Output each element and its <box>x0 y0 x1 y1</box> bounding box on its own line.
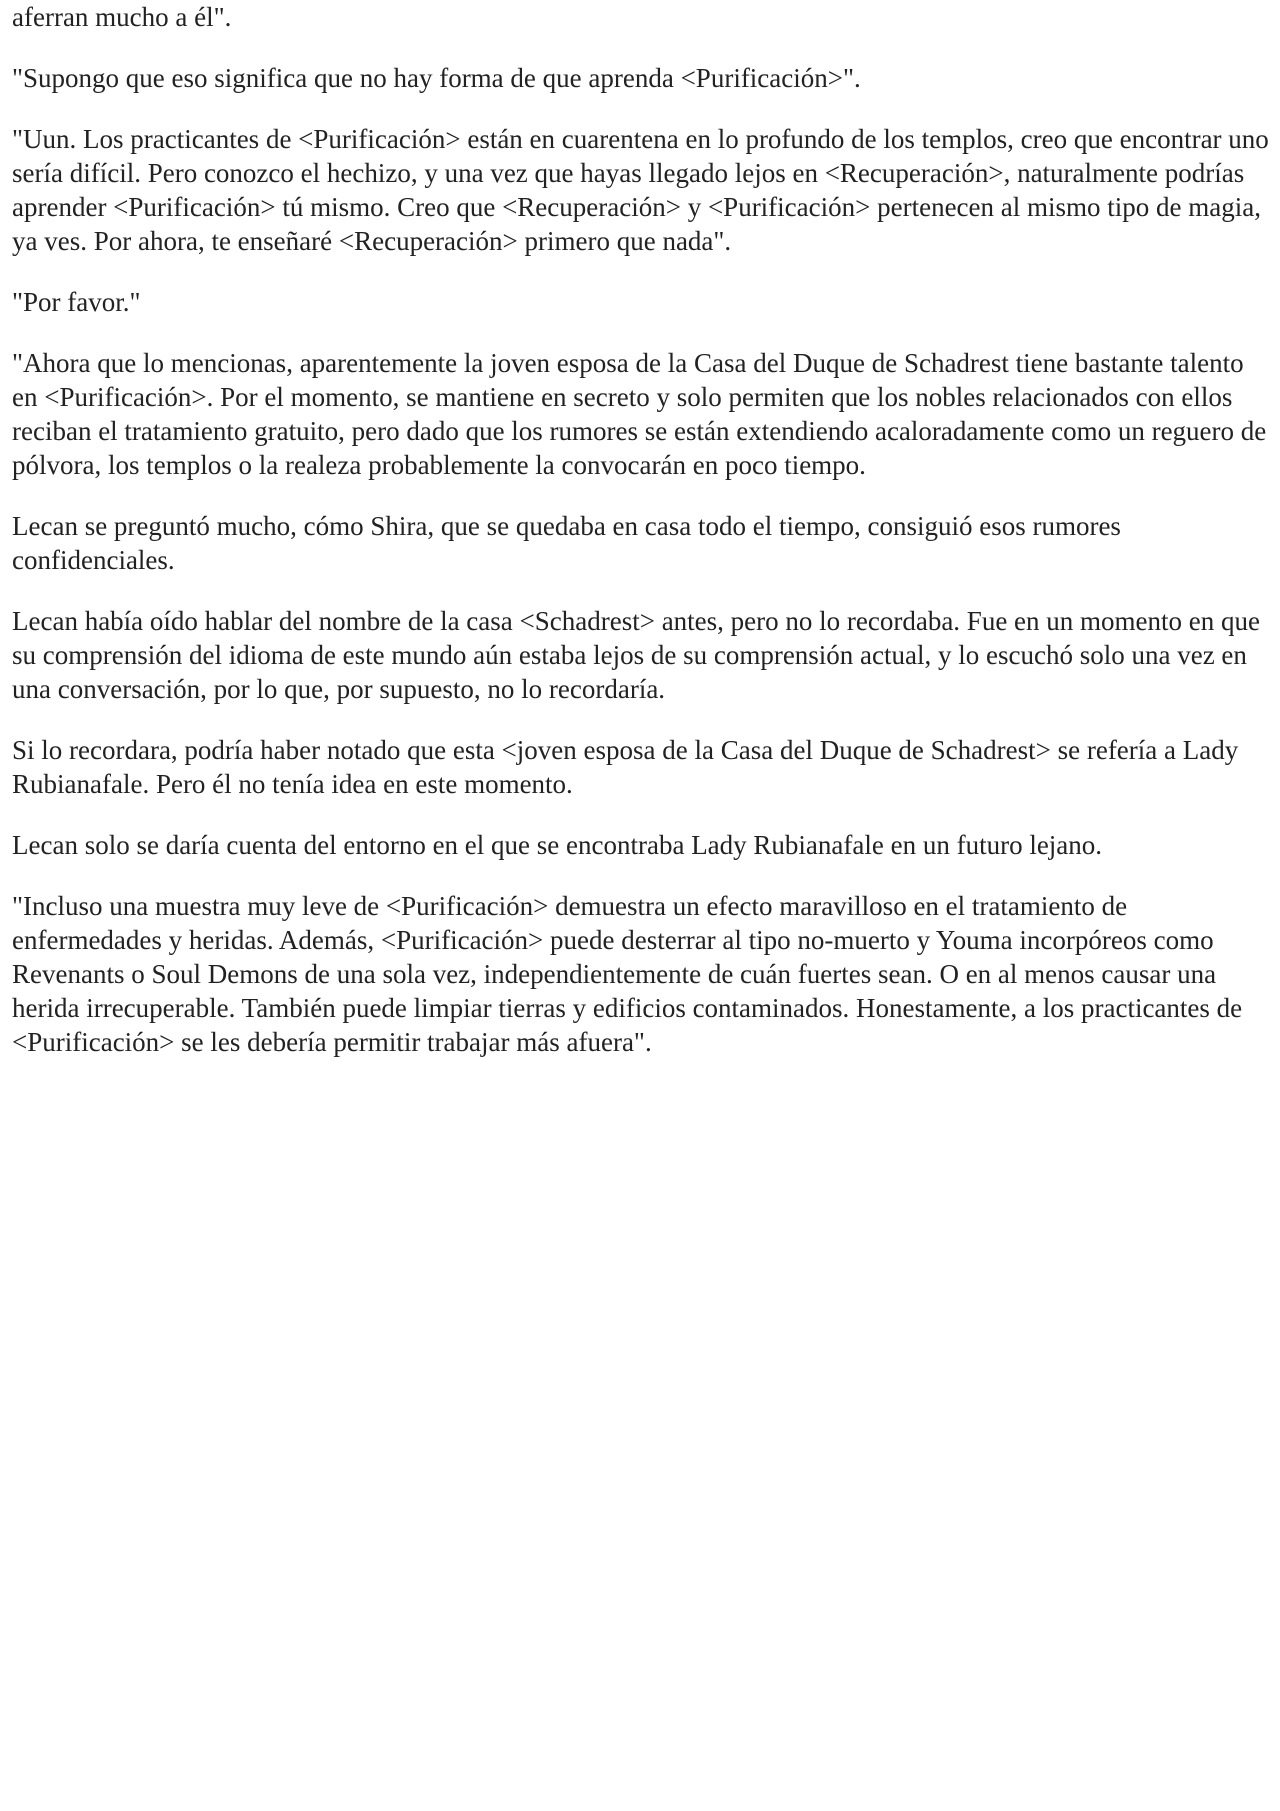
paragraph-4: "Por favor." <box>12 287 141 317</box>
paragraph-5: "Ahora que lo mencionas, aparentemente la joven esposa de la Casa del Duque de Schadrest tiene bastante talento en <Purificación>. Por el momento, se mantiene en secreto y solo permiten que los nobles relacionados con ellos reciban el tratamiento gratuito, pero dado que los rumores se están extendiendo acaloradamente como un reguero de pólvora, los templos o la realeza probablemente la convocarán en poco tiempo. <box>12 348 1267 480</box>
paragraph-7: Lecan había oído hablar del nombre de la casa <Schadrest> antes, pero no lo recordaba. Fue en un momento en que su comprensión del idioma de este mundo aún estaba lejos de su comprensión actual, y lo escuchó solo una vez en una conversación, por lo que, por supuesto, no lo recordaría. <box>12 606 1260 704</box>
paragraph-6: Lecan se preguntó mucho, cómo Shira, que se quedaba en casa todo el tiempo, consiguió esos rumores confidenciales. <box>12 511 1121 575</box>
paragraph-3: "Uun. Los practicantes de <Purificación> están en cuarentena en lo profundo de los templos, creo que encontrar uno sería difícil. Pero conozco el hechizo, y una vez que hayas llegado lejos en <Recuperación>, naturalmente podrías aprender <Purificación> tú mismo. Creo que <Recuperación> y <Purificación> pertenecen al mismo tipo de magia, ya ves. Por ahora, te enseñaré <Recuperación> primero que nada". <box>12 124 1269 256</box>
paragraph-9: Lecan solo se daría cuenta del entorno en el que se encontraba Lady Rubianafale en un futuro lejano. <box>12 830 1103 860</box>
document-page <box>12 0 1274 1086</box>
paragraph-8: Si lo recordara, podría haber notado que esta <joven esposa de la Casa del Duque de Schadrest> se refería a Lady Rubianafale. Pero él no tenía idea en este momento. <box>12 735 1239 799</box>
paragraph-2: "Supongo que eso significa que no hay forma de que aprenda <Purificación>". <box>12 63 861 93</box>
paragraph-1: aferran mucho a él". <box>12 2 232 32</box>
paragraph-10: "Incluso una muestra muy leve de <Purificación> demuestra un efecto maravilloso en el tratamiento de enfermedades y heridas. Además, <Purificación> puede desterrar al tipo no-muerto y Youma incorpóreos como Revenants o Soul Demons de una sola vez, independientemente de cuán fuertes sean. O en al menos causar una herida irrecuperable. También puede limpiar tierras y edificios contaminados. Honestamente, a los practicantes de <Purificación> se les debería permitir trabajar más afuera". <box>12 891 1243 1057</box>
